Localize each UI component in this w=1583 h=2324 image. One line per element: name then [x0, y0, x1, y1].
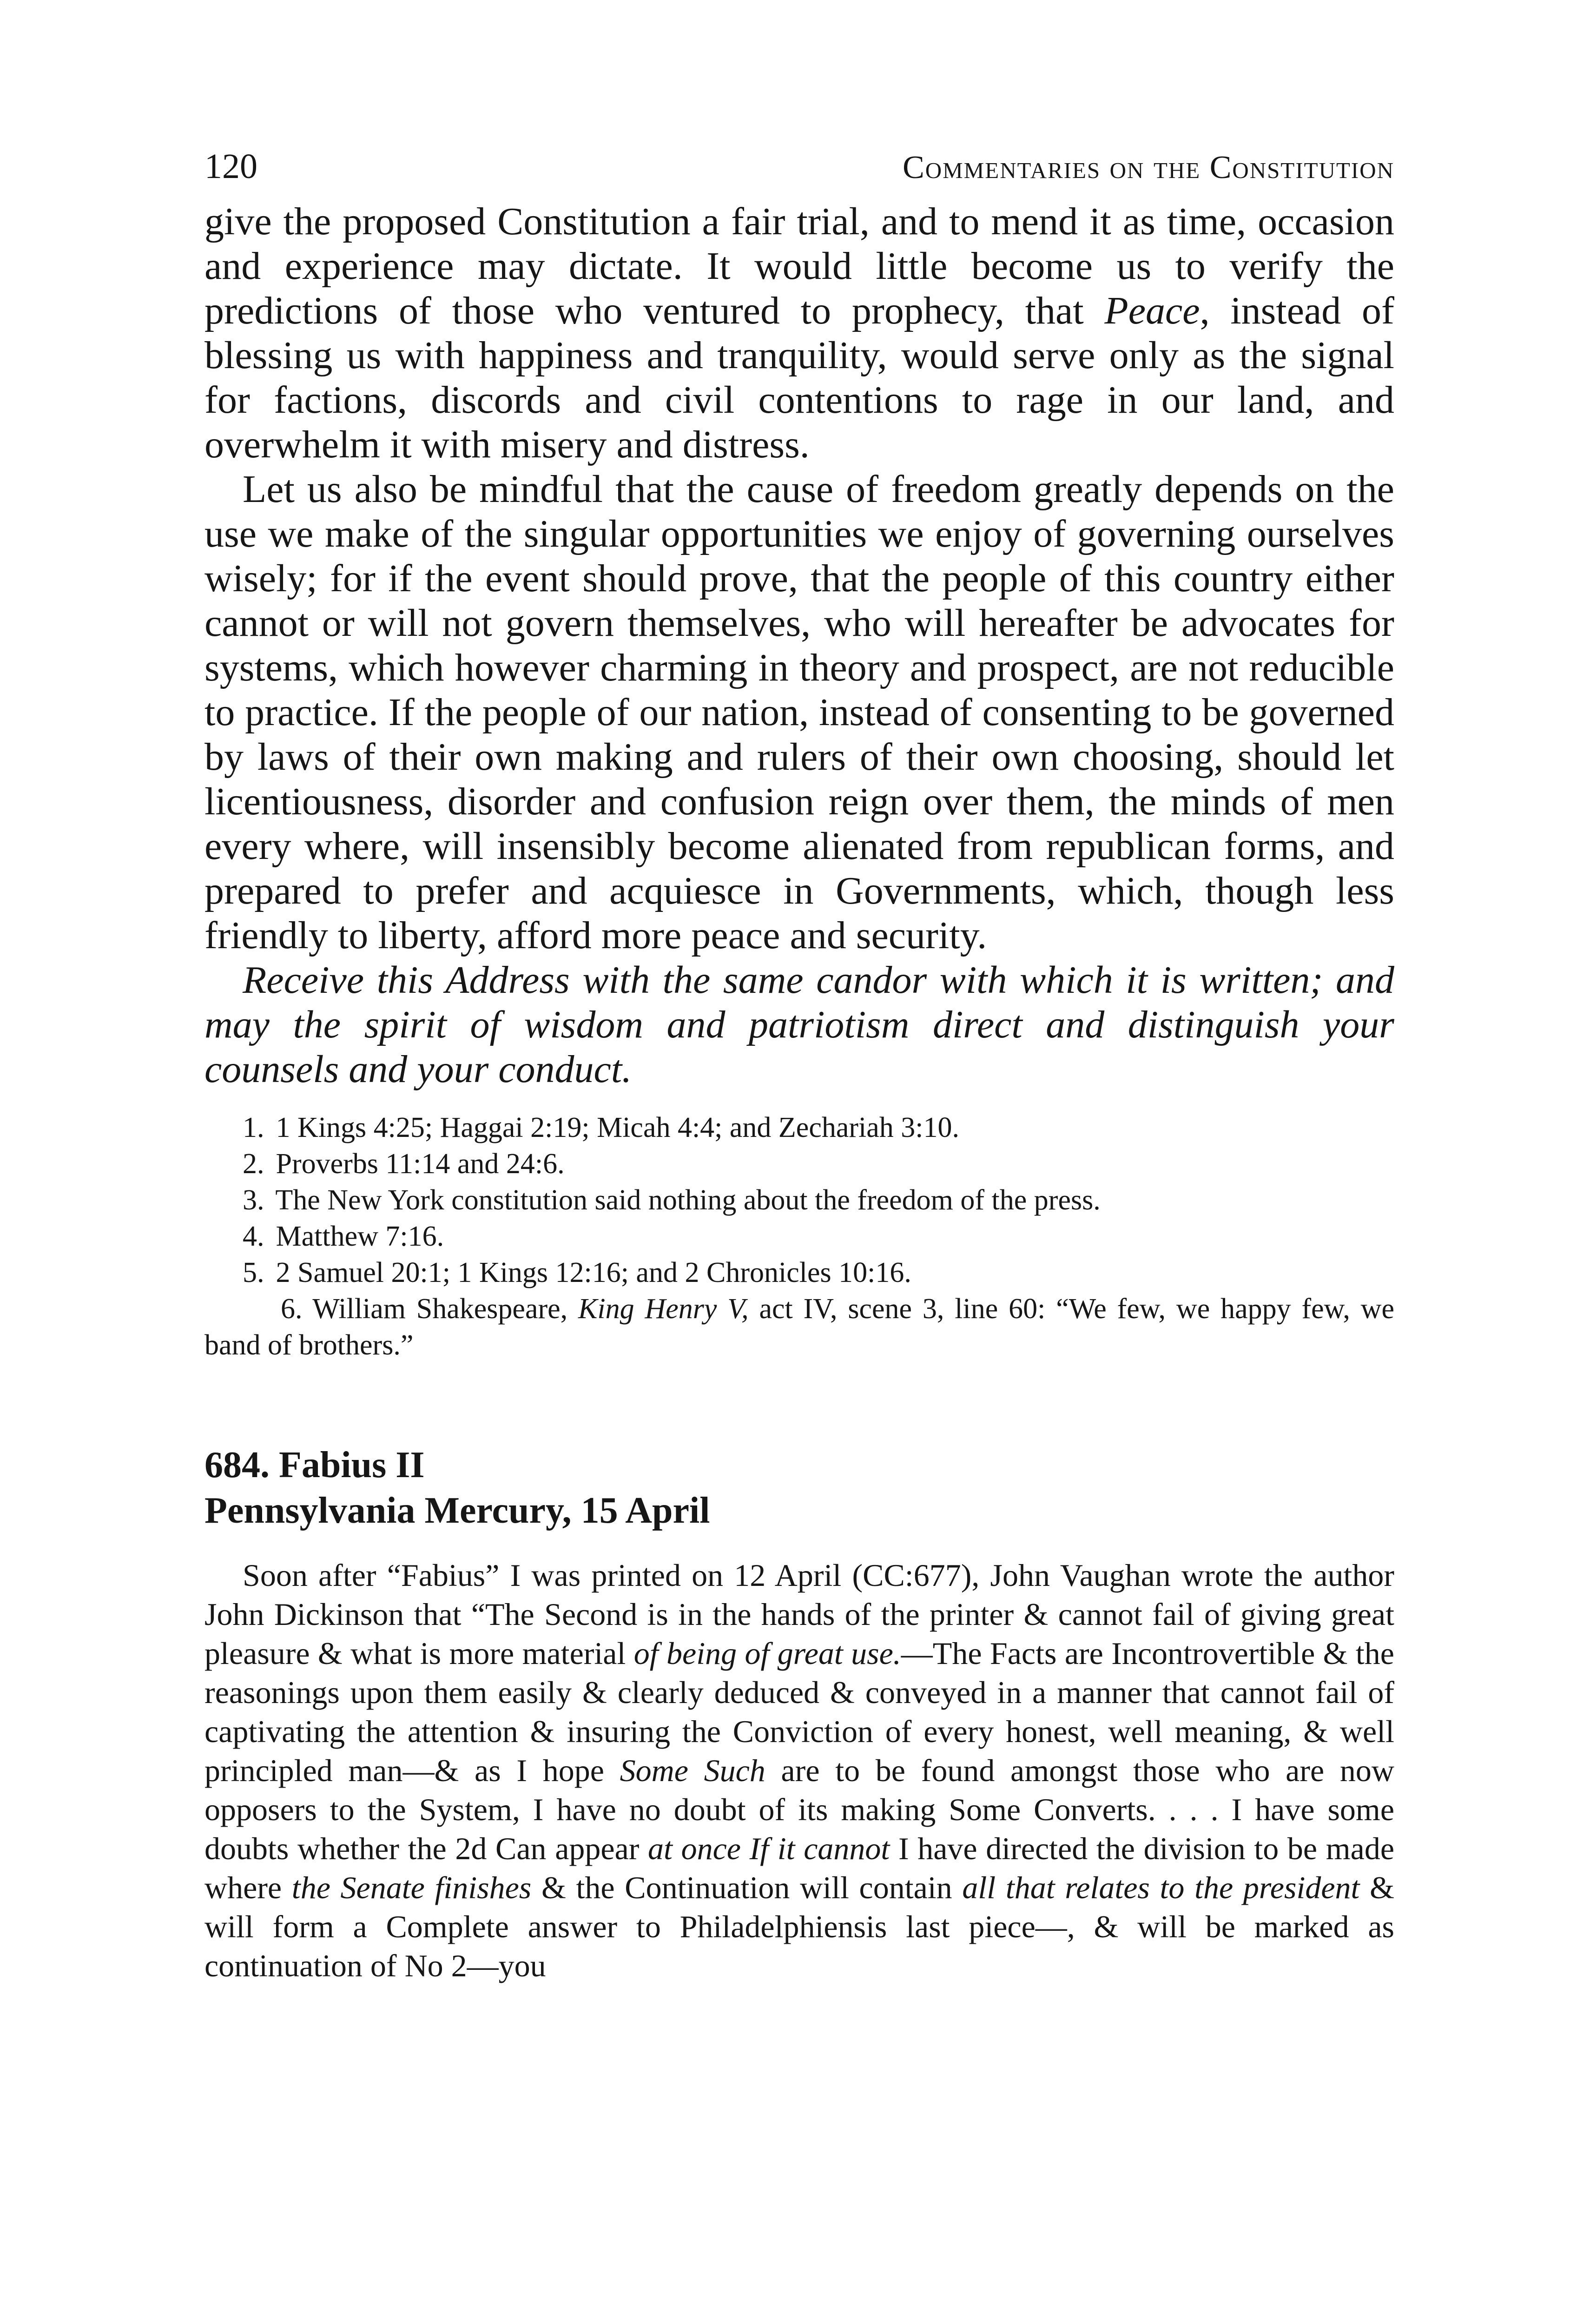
page-number: 120 [204, 147, 257, 186]
paragraph-1-text-a: give the proposed Constitution a fair trial, and to mend it as time, occasion and experience may dictate. It would little become us to verify the predictions of those who ventured to prophecy, that [204, 200, 1394, 332]
running-title: Commentaries on the Constitution [903, 150, 1394, 185]
footnotes [204, 1109, 1394, 1363]
footnote-number: 4. [243, 1221, 264, 1252]
footnote-number: 5. [243, 1257, 264, 1288]
headnote-text: & will form a Complete answer to Philadelphiensis last piece—, & will be marked as continuation of No 2—you [204, 1870, 1394, 1983]
paragraph-closing: Receive this Address with the same candor with which it is written; and may the spirit of wisdom and patriotism direct and distinguish your counsels and your conduct. [204, 958, 1394, 1091]
document-source: Pennsylvania Mercury, 15 April [204, 1490, 710, 1531]
footnote-text: The New York constitution said nothing about the freedom of the press. [275, 1184, 1101, 1216]
document-title: 684. Fabius II [204, 1445, 425, 1486]
headnote-text: I have directed the division to be made where [204, 1831, 1394, 1905]
footnote-1 [243, 1109, 1394, 1146]
footnote-text-pre: William Shakespeare, [312, 1293, 578, 1325]
footnote-text: Matthew 7:16. [276, 1221, 444, 1252]
footnote-text-post: act IV, scene 3, line 60: “We few, we happy few, we band of brothers.” [204, 1293, 1395, 1361]
headnote-emphasis: of being of great use. [633, 1636, 901, 1671]
footnote-6 [204, 1291, 1394, 1363]
headnote-emphasis: Some Such [620, 1753, 765, 1788]
paragraph-1-text-b: , instead of blessing us with happiness and tranquility, would serve only as the signal for factions, discords and civil contentions to rage in our land, and overwhelm it with misery and distress. [204, 289, 1394, 466]
footnote-title: King Henry V, [578, 1293, 749, 1325]
footnote-text: 1 Kings 4:25; Haggai 2:19; Micah 4:4; and Zechariah 3:10. [276, 1112, 959, 1143]
headnote-text: are to be found amongst those who are now opposers to the System, I have no doubt of its making Some Converts. . . . I have some doubts whether the 2d Can appear [204, 1753, 1394, 1866]
footnote-4 [243, 1218, 1394, 1254]
headnote-text: —The Facts are Incontrovertible & the reasonings upon them easily & clearly deduced & conveyed in a manner that cannot fail of captivating the attention & insuring the Conviction of every honest, well meaning, & well principled man—& as I hope [204, 1636, 1394, 1788]
footnote-text: 2 Samuel 20:1; 1 Kings 12:16; and 2 Chronicles 10:16. [276, 1257, 911, 1288]
running-head [204, 146, 1394, 198]
footnote-number: 6. [281, 1293, 303, 1325]
footnote-number: 1. [243, 1112, 264, 1143]
document-heading [204, 1442, 1394, 1533]
headnote-text: Soon after “Fabius” I was printed on 12 April (CC:677), John Vaughan wrote the author John Dickinson that “The Second is in the hands of the printer & cannot fail of giving great pleasure & what is more material [204, 1558, 1394, 1671]
paragraph-1-emphasis: Peace [1104, 289, 1200, 332]
paragraph-continued [204, 199, 1394, 467]
headnote-emphasis: the Senate finishes [291, 1870, 532, 1905]
footnote-text: Proverbs 11:14 and 24:6. [276, 1148, 565, 1180]
headnote-emphasis: all that relates to the president [962, 1870, 1360, 1905]
paragraph-2: Let us also be mindful that the cause of freedom greatly depends on the use we make of the singular opportunities we enjoy of governing ourselves wisely; for if the event should prove, that the people of this country either cannot or will not govern themselves, who will hereafter be advocates for systems, which however charming in theory and prospect, are not reducible to practice. If the people of our nation, instead of consenting to be governed by laws of their own making and rulers of their own choosing, should let licentiousness, disorder and confusion reign over them, the minds of men every where, will insensibly become alienated from republican forms, and prepared to prefer and acquiesce in Governments, which, though less friendly to liberty, afford more peace and security. [204, 468, 1394, 957]
headnote [204, 1556, 1394, 1985]
book-page [204, 146, 1394, 2017]
headnote-text: & the Continuation will contain [531, 1870, 963, 1905]
footnote-number: 3. [243, 1184, 264, 1216]
footnote-2 [243, 1146, 1394, 1182]
footnote-3 [243, 1182, 1394, 1218]
headnote-emphasis: at once If it cannot [648, 1831, 890, 1866]
footnote-5 [243, 1254, 1394, 1291]
footnote-number: 2. [243, 1148, 264, 1180]
